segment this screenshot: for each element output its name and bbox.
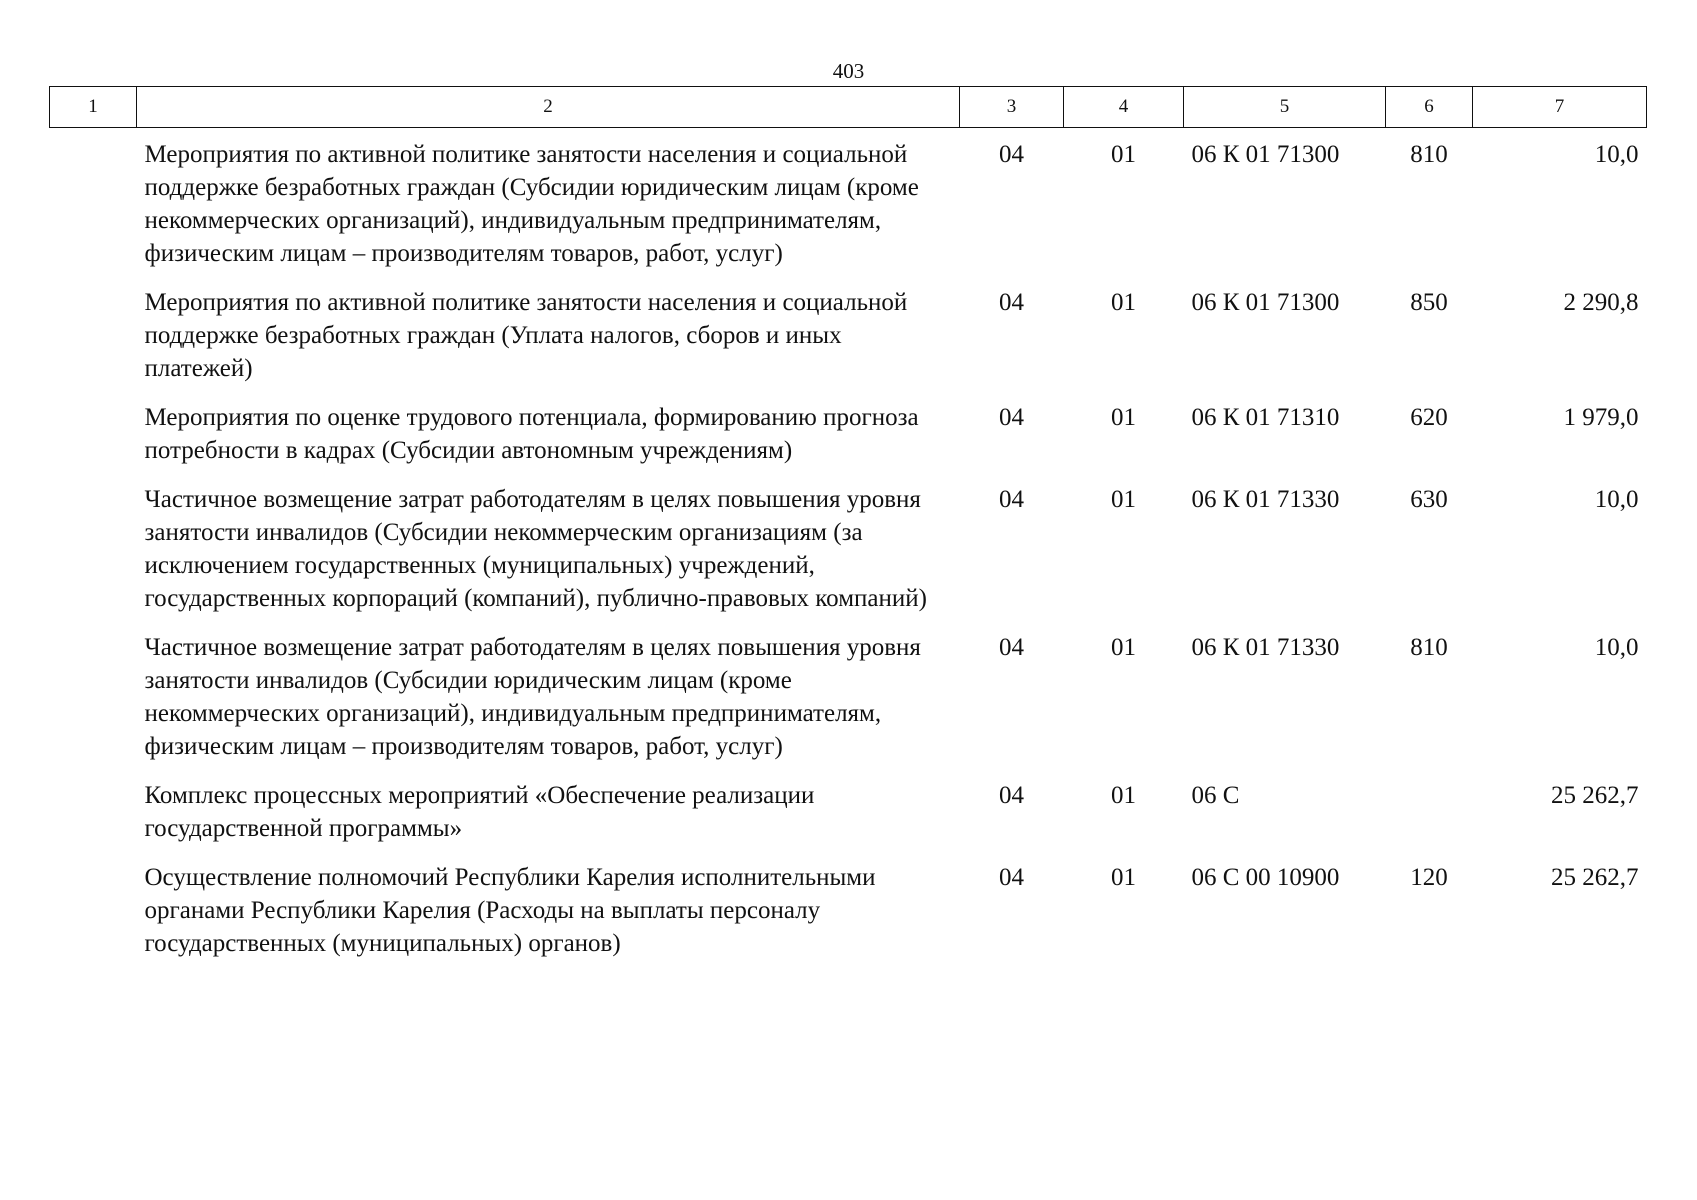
column-header-3: 3 bbox=[960, 87, 1064, 128]
row-section: 04 bbox=[999, 782, 1024, 809]
column-header-1: 1 bbox=[50, 87, 137, 128]
row-target-code: 06 С 00 10900 bbox=[1191, 864, 1340, 891]
row-description: Мероприятия по оценке трудового потенциала, формированию прогноза потребности в кадрах (Субсидии автономным учреждениям) bbox=[144, 404, 919, 464]
row-name-cell bbox=[50, 128, 137, 281]
column-number-header-row bbox=[50, 87, 1647, 128]
row-description: Осуществление полномочий Республики Карелия исполнительными органами Республики Карелия (Расходы на выплаты персоналу государственных (муниципальных) органов) bbox=[144, 864, 876, 957]
row-name-cell bbox=[50, 395, 137, 477]
column-header-2: 2 bbox=[137, 87, 960, 128]
row-target-code: 06 С bbox=[1191, 782, 1240, 809]
row-section: 04 bbox=[999, 864, 1024, 891]
row-section: 04 bbox=[999, 634, 1024, 661]
row-target-code: 06 К 01 71330 bbox=[1191, 634, 1340, 661]
row-subsection: 01 bbox=[1111, 864, 1136, 891]
row-subsection: 01 bbox=[1111, 634, 1136, 661]
column-header-7: 7 bbox=[1473, 87, 1647, 128]
table-row bbox=[50, 773, 1647, 855]
row-description: Комплекс процессных мероприятий «Обеспечение реализации государственной программы» bbox=[144, 782, 815, 842]
row-sum: 25 262,7 bbox=[1551, 782, 1639, 809]
row-target-code: 06 К 01 71310 bbox=[1191, 404, 1340, 431]
column-header-6: 6 bbox=[1386, 87, 1473, 128]
row-description: Частичное возмещение затрат работодателям в целях повышения уровня занятости инвалидов (Субсидии юридическим лицам (кроме некоммерческих организаций), индивидуальным предпринимателям, физическим лицам – производителям товаров, работ, услуг) bbox=[144, 634, 921, 760]
row-sum: 25 262,7 bbox=[1551, 864, 1639, 891]
row-sum: 10,0 bbox=[1594, 141, 1639, 168]
row-subsection: 01 bbox=[1111, 486, 1136, 513]
row-expense-type: 620 bbox=[1410, 404, 1448, 431]
row-name-cell bbox=[50, 625, 137, 773]
row-target-code: 06 К 01 71300 bbox=[1191, 289, 1340, 316]
table-row bbox=[50, 280, 1647, 395]
table-row bbox=[50, 855, 1647, 970]
column-header-4: 4 bbox=[1064, 87, 1184, 128]
row-sum: 10,0 bbox=[1594, 486, 1639, 513]
row-expense-type: 810 bbox=[1410, 141, 1448, 168]
page-number: 403 bbox=[832, 59, 865, 83]
table-row bbox=[50, 477, 1647, 625]
row-description: Частичное возмещение затрат работодателям в целях повышения уровня занятости инвалидов (Субсидии некоммерческим организациям (за исключением государственных (муниципальных) учреждений, государственных корпораций (компаний), публично-правовых компаний) bbox=[144, 486, 927, 612]
row-subsection: 01 bbox=[1111, 404, 1136, 431]
row-sum: 1 979,0 bbox=[1563, 404, 1639, 431]
row-expense-type: 850 bbox=[1410, 289, 1448, 316]
row-expense-type bbox=[1386, 773, 1473, 855]
row-expense-type: 120 bbox=[1410, 864, 1448, 891]
row-subsection: 01 bbox=[1111, 782, 1136, 809]
row-name-cell bbox=[50, 855, 137, 970]
row-name-cell bbox=[50, 280, 137, 395]
row-target-code: 06 К 01 71330 bbox=[1191, 486, 1340, 513]
row-section: 04 bbox=[999, 486, 1024, 513]
table-row bbox=[50, 625, 1647, 773]
row-sum: 2 290,8 bbox=[1563, 289, 1639, 316]
row-section: 04 bbox=[999, 404, 1024, 431]
budget-table bbox=[49, 86, 1647, 970]
row-expense-type: 630 bbox=[1410, 486, 1448, 513]
row-description: Мероприятия по активной политике занятости населения и социальной поддержке безработных граждан (Уплата налогов, сборов и иных платежей) bbox=[144, 289, 908, 382]
row-name-cell bbox=[50, 773, 137, 855]
row-section: 04 bbox=[999, 289, 1024, 316]
row-section: 04 bbox=[999, 141, 1024, 168]
row-description: Мероприятия по активной политике занятости населения и социальной поддержке безработных граждан (Субсидии юридическим лицам (кроме некоммерческих организаций), индивидуальным предпринимателям, физическим лицам – производителям товаров, работ, услуг) bbox=[144, 141, 919, 267]
column-header-5: 5 bbox=[1184, 87, 1386, 128]
row-target-code: 06 К 01 71300 bbox=[1191, 141, 1340, 168]
row-subsection: 01 bbox=[1111, 289, 1136, 316]
row-name-cell bbox=[50, 477, 137, 625]
row-sum: 10,0 bbox=[1594, 634, 1639, 661]
row-expense-type: 810 bbox=[1410, 634, 1448, 661]
table-row bbox=[50, 395, 1647, 477]
table-row bbox=[50, 128, 1647, 281]
row-subsection: 01 bbox=[1111, 141, 1136, 168]
